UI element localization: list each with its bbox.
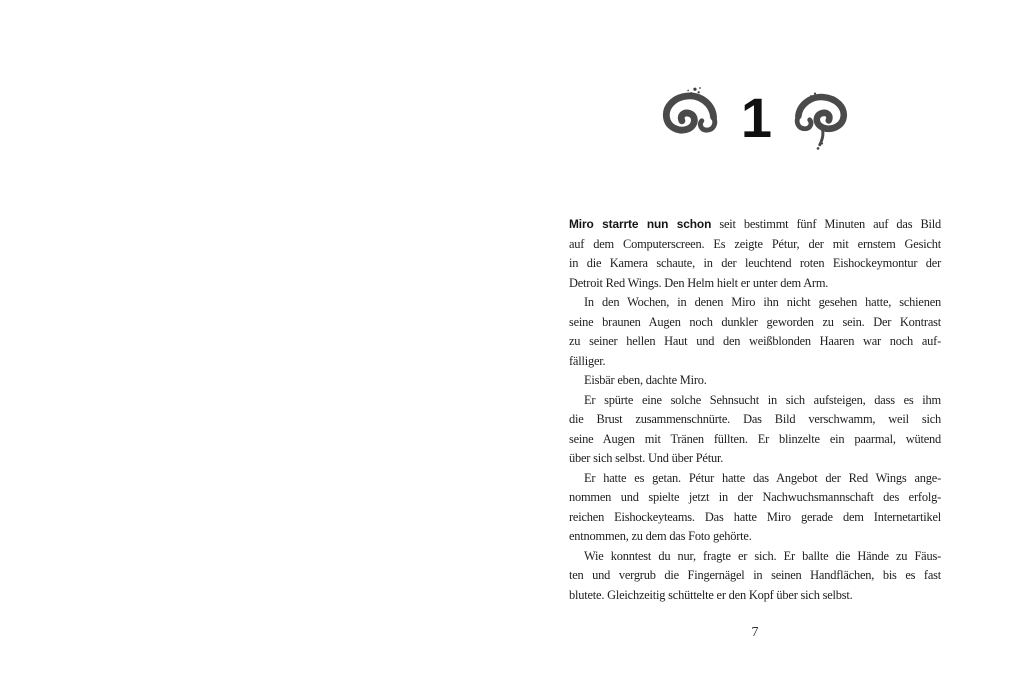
body-text-line: Wie konntest du nur, fragte er sich. Er ballte die Hände zu Fäus-: [584, 548, 941, 563]
chapter-opening-words: Miro starrte nun schon: [569, 217, 712, 231]
body-text-line: nommen und spielte jetzt in der Nachwuchsmannschaft des erfolg-: [569, 490, 941, 504]
page-number: 7: [751, 625, 759, 640]
body-text-line: ten und vergrub die Fingernägel in seinen Handflächen, bis es fast: [569, 568, 941, 582]
body-text-line: Detroit Red Wings. Den Helm hielt er unter dem Arm.: [569, 275, 829, 290]
body-text-line: Er hatte es getan. Pétur hatte das Angebot der Red Wings ange-: [584, 470, 941, 485]
body-text-line: reichen Eishockeyteams. Das hatte Miro gerade dem Internetartikel: [569, 509, 941, 524]
body-text-block: [569, 215, 941, 605]
body-text-line: fälliger.: [569, 353, 606, 368]
chapter-number: 1: [740, 86, 772, 149]
body-text-line: in die Kamera schaute, in der leuchtend roten Eishockeymontur der: [569, 256, 941, 270]
body-text-line: entnommen, zu dem das Foto gehörte.: [569, 529, 752, 543]
body-text-line: seine Augen mit Tränen füllten. Er blinzelte ein paarmal, wütend: [569, 431, 941, 446]
body-text-line: Er spürte eine solche Sehnsucht in sich aufsteigen, dass es ihm: [584, 392, 941, 407]
right-page: [510, 0, 1020, 691]
body-text-line: zu seiner hellen Haut und den weißblonden Haaren war noch auf-: [569, 334, 941, 348]
body-text-line: die Brust zusammenschnürte. Das Bild verschwamm, weil sich: [569, 412, 941, 426]
body-text-line: auf dem Computerscreen. Es zeigte Pétur, der mit ernstem Gesicht: [569, 236, 941, 251]
body-text-line: über sich selbst. Und über Pétur.: [569, 451, 724, 465]
chapter-header: [569, 84, 941, 148]
ink-swirl-flourish-left-icon: [659, 86, 721, 147]
body-text-line: In den Wochen, in denen Miro ihn nicht gesehen hatte, schienen: [584, 295, 941, 309]
ink-swirl-flourish-right-icon: [791, 90, 851, 157]
body-text-line: Eisbär eben, dachte Miro.: [584, 373, 707, 387]
body-text-line: seine braunen Augen noch dunkler geworden zu sein. Der Kontrast: [569, 314, 941, 329]
body-text-line: blutete. Gleichzeitig schüttelte er den Kopf über sich selbst.: [569, 587, 853, 602]
body-text-line: Miro starrte nun schon seit bestimmt fünf Minuten auf das Bild: [569, 217, 941, 231]
